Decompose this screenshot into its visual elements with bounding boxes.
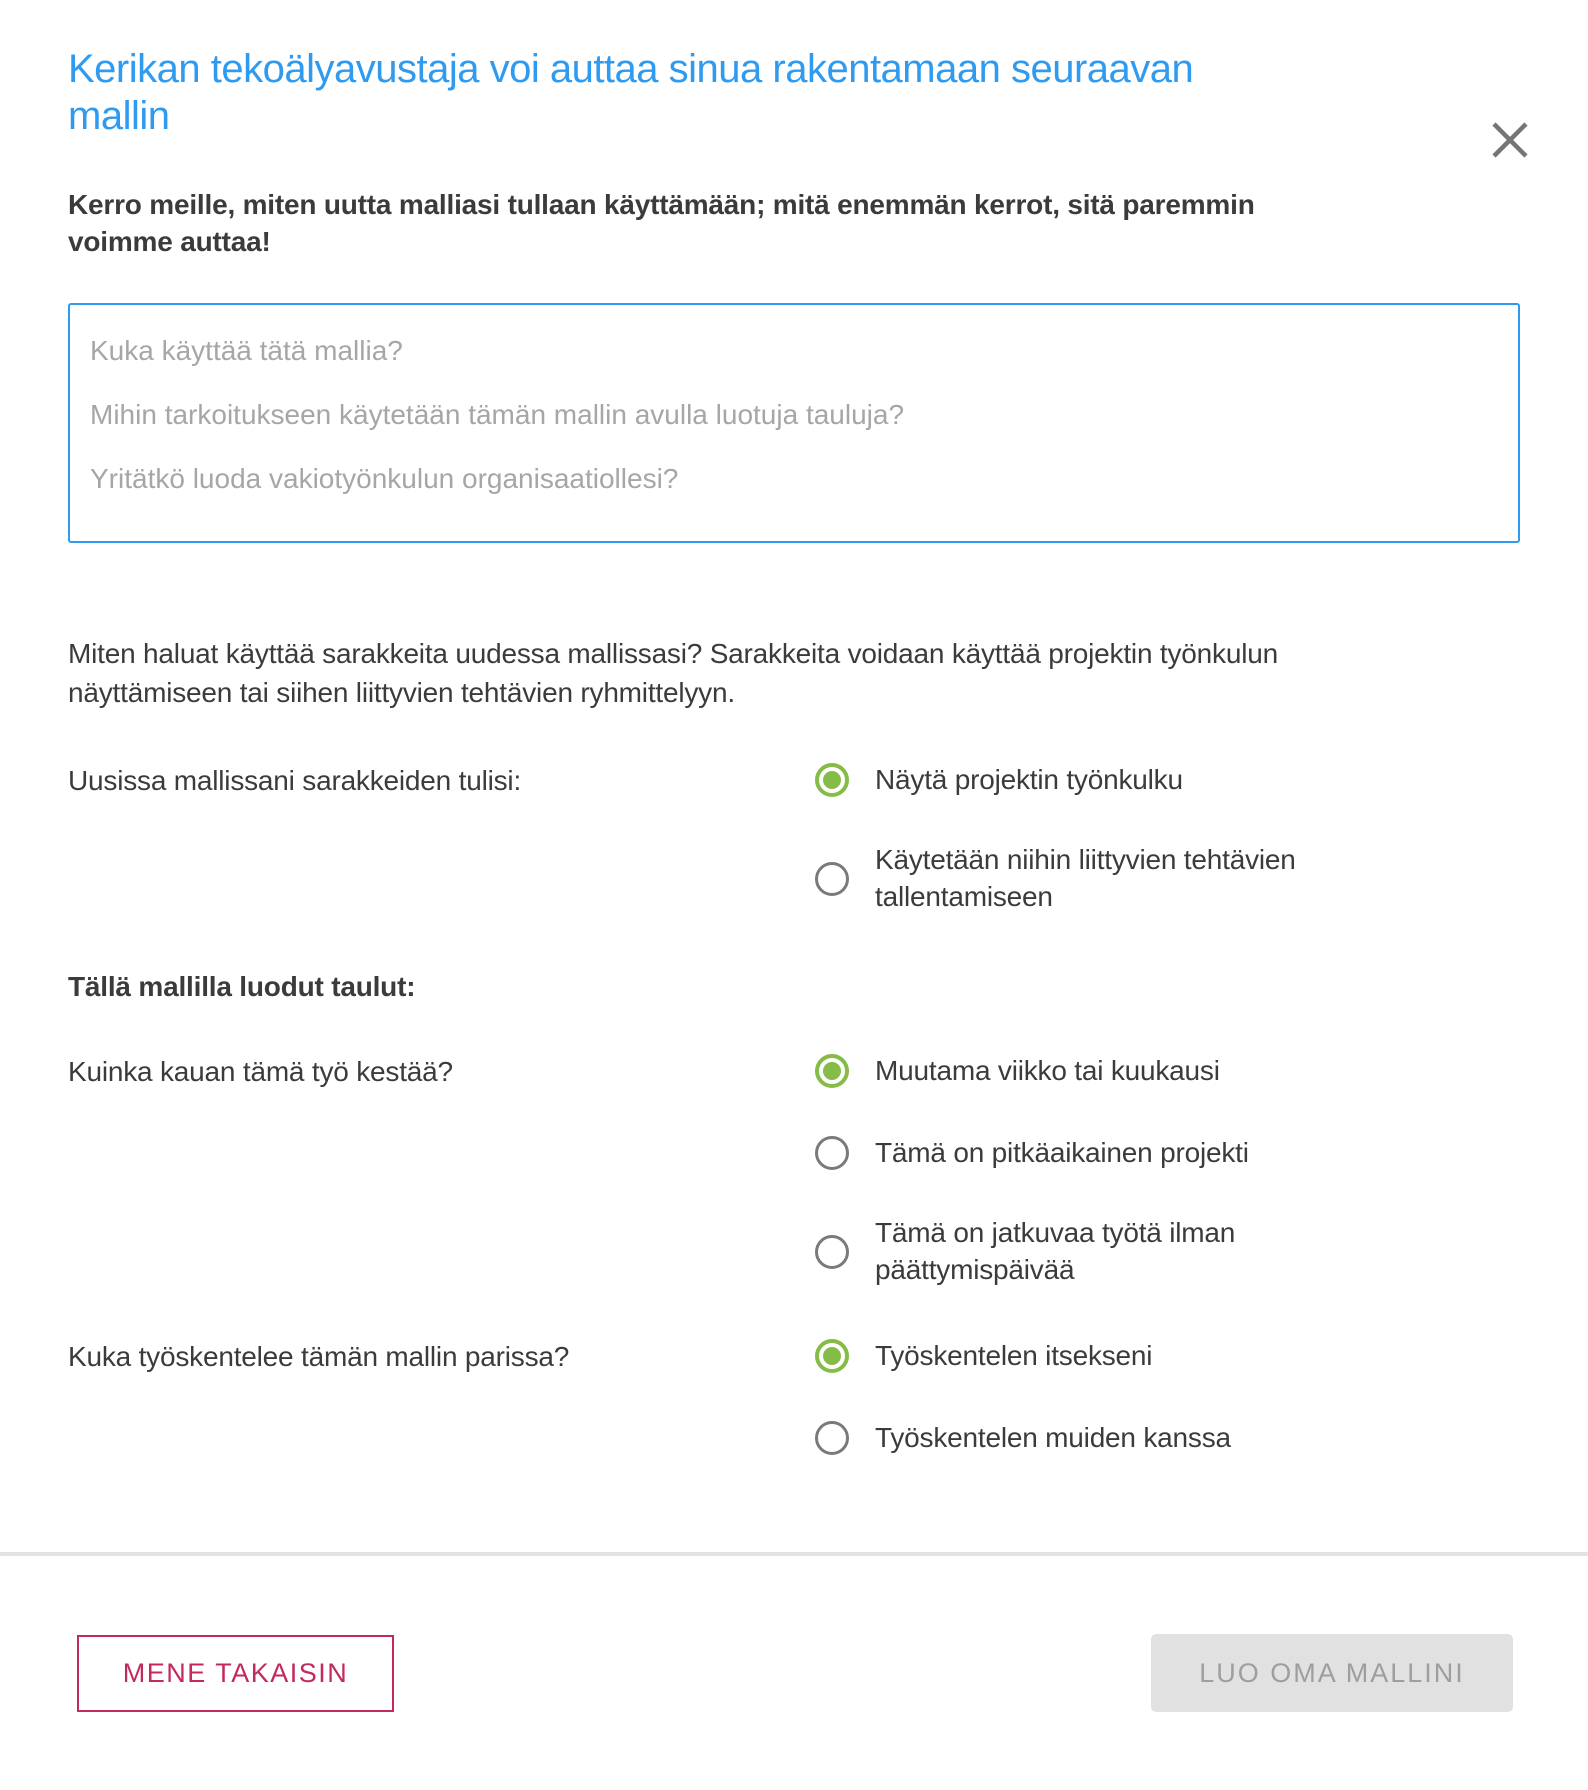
radio-option-label: Työskentelen itsekseni bbox=[875, 1339, 1153, 1371]
radio-option-label: Muutama viikko tai kuukausi bbox=[875, 1055, 1220, 1087]
radio-option-work-with-others[interactable] bbox=[815, 1418, 1520, 1458]
radio-option-show-workflow[interactable] bbox=[815, 760, 1520, 800]
duration-options bbox=[815, 1051, 1520, 1288]
create-template-button[interactable]: LUO OMA MALLINI bbox=[1151, 1634, 1513, 1712]
radio-option-label: Näytä projektin työnkulku bbox=[875, 764, 1183, 796]
radio-option-store-tasks[interactable] bbox=[815, 842, 1520, 915]
radio-option-label: Tämä on pitkäaikainen projekti bbox=[875, 1137, 1249, 1169]
dialog-footer bbox=[0, 1556, 1588, 1790]
radio-option-label: Käytetään niihin liittyvien tehtävien tallentamiseen bbox=[875, 844, 1296, 912]
ai-assistant-dialog bbox=[0, 46, 1588, 1458]
collaborators-label: Kuka työskentelee tämän mallin parissa? bbox=[68, 1341, 570, 1372]
boards-heading: Tällä mallilla luodut taulut: bbox=[68, 971, 416, 1003]
radio-selected-icon[interactable] bbox=[815, 1339, 849, 1373]
radio-option-label: Tämä on jatkuvaa työtä ilman päättymispäivää bbox=[875, 1217, 1236, 1285]
close-icon bbox=[1489, 119, 1531, 161]
intro-text: Kerro meille, miten uutta malliasi tullaan käyttämään; mitä enemmän kerrot, sitä paremmin voimme auttaa! bbox=[68, 188, 1255, 258]
duration-label: Kuinka kauan tämä työ kestää? bbox=[68, 1056, 453, 1088]
radio-option-long-term[interactable] bbox=[815, 1133, 1520, 1173]
duration-row bbox=[68, 1051, 1520, 1288]
collaborators-row bbox=[68, 1336, 1520, 1458]
radio-option-few-weeks[interactable] bbox=[815, 1051, 1520, 1091]
radio-option-work-alone[interactable] bbox=[815, 1336, 1520, 1376]
columns-usage-options bbox=[815, 760, 1520, 915]
radio-unselected-icon[interactable] bbox=[815, 862, 849, 896]
dialog-title: Kerikan tekoälyavustaja voi auttaa sinua rakentamaan seuraavan mallin bbox=[68, 47, 1194, 138]
radio-option-label: Työskentelen muiden kanssa bbox=[875, 1421, 1231, 1453]
radio-option-ongoing[interactable] bbox=[815, 1215, 1520, 1288]
go-back-button[interactable]: MENE TAKAISIN bbox=[77, 1635, 394, 1712]
radio-selected-icon[interactable] bbox=[815, 763, 849, 797]
radio-unselected-icon[interactable] bbox=[815, 1421, 849, 1455]
radio-unselected-icon[interactable] bbox=[815, 1136, 849, 1170]
usage-description-input[interactable] bbox=[68, 303, 1520, 543]
radio-unselected-icon[interactable] bbox=[815, 1235, 849, 1269]
columns-question-text: Miten haluat käyttää sarakkeita uudessa mallissasi? Sarakkeita voidaan käyttää projektin työnkulun näyttämiseen tai siihen liittyvien tehtävien ryhmittelyyn. bbox=[68, 638, 1278, 708]
collaborators-options bbox=[815, 1336, 1520, 1458]
columns-usage-row bbox=[68, 760, 1520, 915]
radio-selected-icon[interactable] bbox=[815, 1054, 849, 1088]
close-button[interactable] bbox=[1482, 112, 1538, 168]
columns-usage-label: Uusissa mallissani sarakkeiden tulisi: bbox=[68, 765, 522, 797]
